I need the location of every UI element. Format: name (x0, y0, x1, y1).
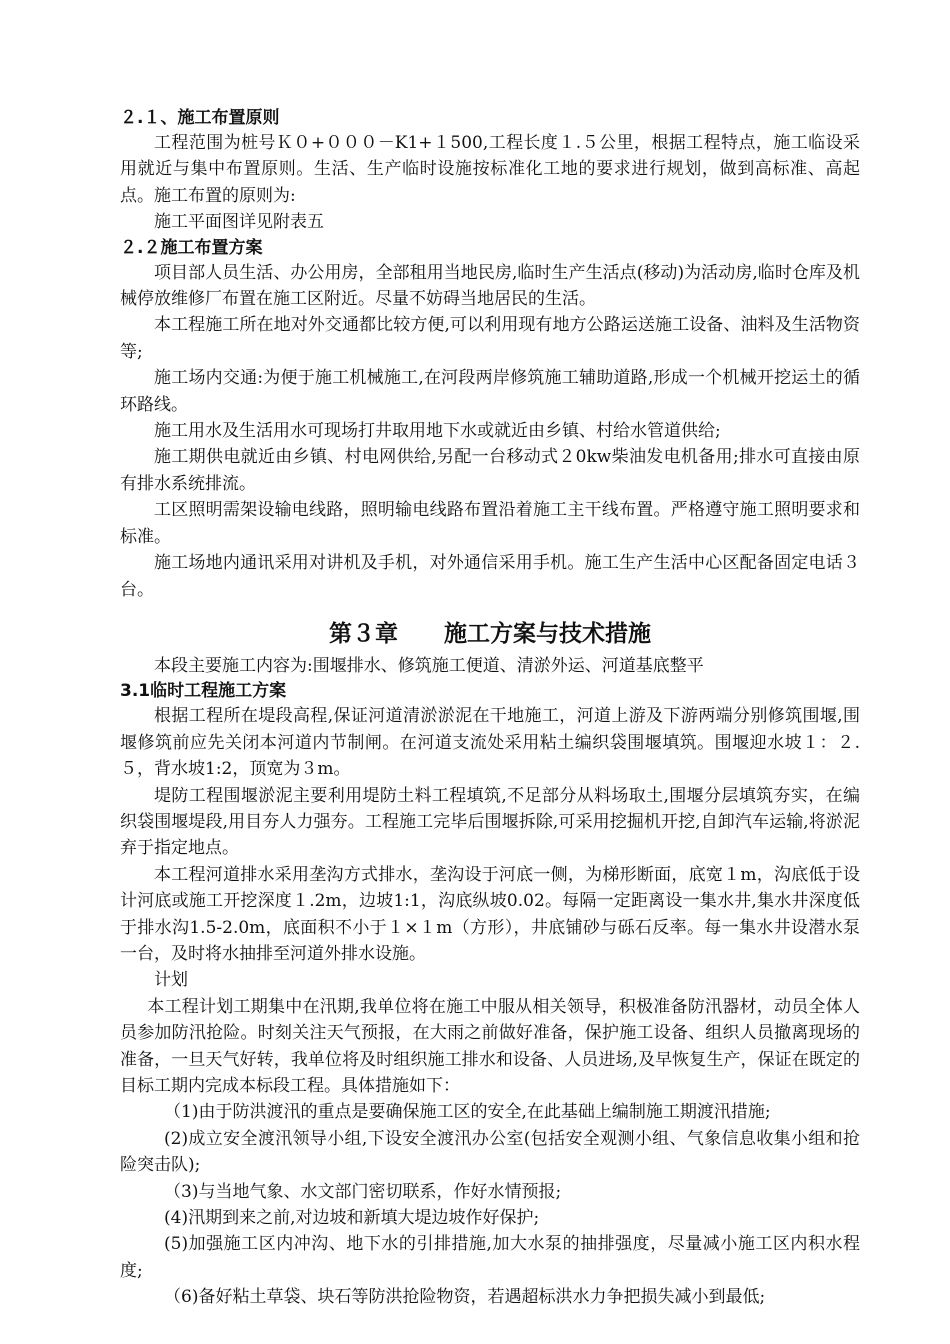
section-3-1-paragraph: 堤防工程围堰淤泥主要利用堤防土料工程填筑,不足部分从料场取土,围堰分层填筑夯实，在编织袋围堰堤段,用目夯人力强夯。工程施工完毕后围堰拆除,可采用挖掘机开挖,自卸汽车运输,将淤泥弃于指定地点。 (120, 785, 860, 859)
section-2-2-paragraph: 本工程施工所在地对外交通都比较方便,可以利用现有地方公路运送施工设备、油料及生活物资等; (120, 315, 860, 362)
section-2-1-paragraph: 施工平面图详见附表五 (154, 212, 324, 233)
section-3-1-heading: 3.1临时工程施工方案 (120, 681, 287, 702)
measure-item: （6)备好粘土草袋、块石等防洪抢险物资，若遇超标洪水力争把损失减小到最低; (164, 1287, 766, 1308)
section-2-2-paragraph: 施工用水及生活用水可现场打井取用地下水或就近由乡镇、村给水管道供给; (154, 421, 721, 442)
section-2-2-paragraph: 施工场地内通讯采用对讲机及手机，对外通信采用手机。施工生产生活中心区配备固定电话３台。 (120, 553, 860, 600)
section-3-1-paragraph: 本工程河道排水采用垄沟方式排水，垄沟设于河底一侧，为梯形断面，底宽１m，沟底低于设计河底或施工开挖深度１.2m，边坡1:1，沟底纵坡0.02。每隔一定距离设一集水井,集水井深度低于排水沟1.5-2.0m，底面积不小于１×１m（方形），井底铺砂与砾石反率。每一集水井设潜水泵一台，及时将水抽排至河道外排水设施。 (120, 864, 860, 964)
section-2-1-heading: ２.１、施工布置原则 (120, 108, 280, 128)
section-2-1-paragraph: 工程范围为桩号Ｋ０+０００－K1+１500,工程长度１.５公里，根据工程特点，施工临设采用就近与集中布置原则。生活、生产临时设施按标准化工地的要求进行规划，做到高标准、高起点。施工布置的原则为: (120, 133, 860, 206)
section-3-1-subheading: 计划 (154, 970, 188, 991)
measure-item: （1)由于防洪渡汛的重点是要确保施工区的安全,在此基础上编制施工期渡汛措施; (164, 1102, 771, 1123)
measure-item: (5)加强施工区内冲沟、地下水的引排措施,加大水泵的抽排强度，尽量减小施工区内积水程度; (120, 1234, 860, 1281)
section-2-2-paragraph: 工区照明需架设输电线路，照明输电线路布置沿着施工主干线布置。严格遵守施工照明要求和标准。 (120, 500, 860, 547)
section-2-2-paragraph: 施工期供电就近由乡镇、村电网供给,另配一台移动式２0kw柴油发电机备用;排水可直接由原有排水系统排流。 (120, 447, 860, 494)
section-2-2-paragraph: 施工场内交通:为便于施工机械施工,在河段两岸修筑施工辅助道路,形成一个机械开挖运土的循环路线。 (120, 368, 860, 415)
chapter-name: 施工方案与技术措施 (444, 620, 651, 647)
chapter-number: 第３章 (329, 620, 398, 647)
section-3-1-paragraph: 根据工程所在堤段高程,保证河道清淤淤泥在干地施工，河道上游及下游两端分别修筑围堰,围堰修筑前应先关闭本河道内节制闸。在河道支流处采用粘土编织袋围堰填筑。围堰迎水坡１：２.５，背水坡1:2，顶宽为３m。 (120, 706, 860, 780)
section-2-2-heading: ２.２施工布置方案 (120, 237, 263, 258)
chapter-intro: 本段主要施工内容为:围堰排水、修筑施工便道、清淤外运、河道基底整平 (154, 655, 704, 676)
document-body (120, 106, 860, 1311)
section-2-2-paragraph: 项目部人员生活、办公用房，全部租用当地民房,临时生产生活点(移动)为活动房,临时仓库及机械停放维修厂布置在施工区附近。尽量不妨碍当地居民的生活。 (120, 262, 860, 310)
measure-item: （3)与当地气象、水文部门密切联系，作好水情预报; (164, 1181, 562, 1202)
section-3-1-paragraph: 本工程计划工期集中在汛期,我单位将在施工中服从相关领导，积极准备防汛器材，动员全体人员参加防汛抢险。时刻关注天气预报，在大雨之前做好准备，保护施工设备、组织人员撤离现场的准备，一旦天气好转，我单位将及时组织施工排水和设备、人员进场,及早恢复生产，保证在既定的目标工期内完成本标段工程。具体措施如下： (120, 996, 860, 1096)
chapter-title (120, 617, 860, 651)
measure-item: (2)成立安全渡汛领导小组,下设安全渡汛办公室(包括安全观测小组、气象信息收集小组和抢险突击队); (120, 1128, 860, 1176)
measure-item: (4)汛期到来之前,对边坡和新填大堤边坡作好保护; (164, 1208, 540, 1229)
